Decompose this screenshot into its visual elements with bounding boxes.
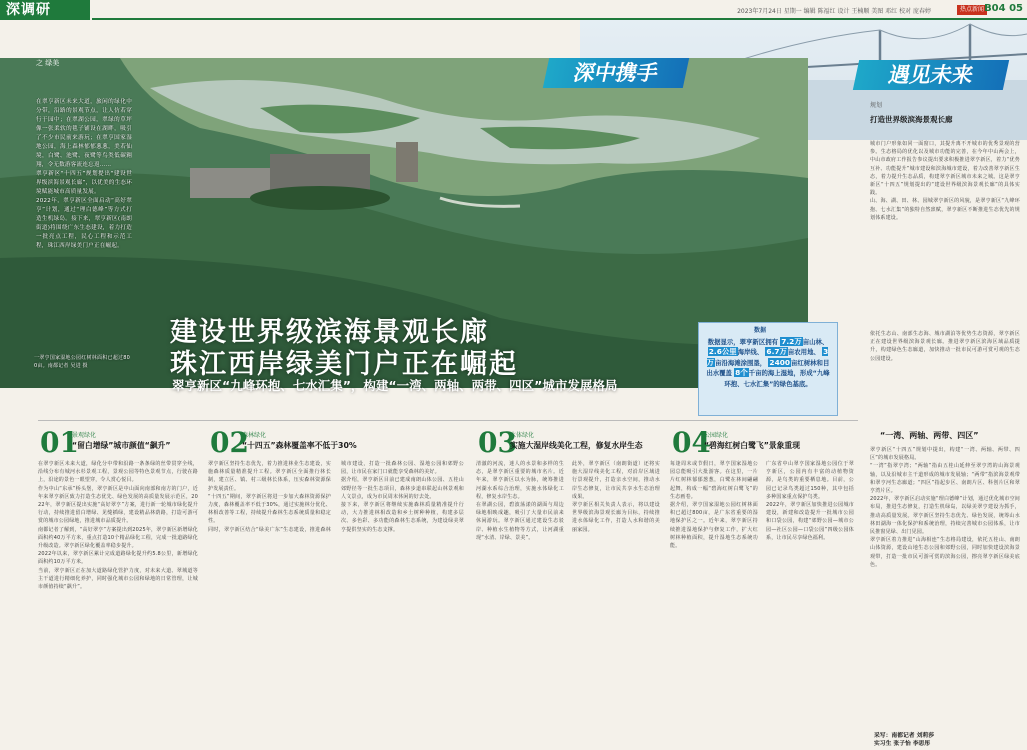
slogan-right: 遇见未来 — [853, 60, 1009, 90]
layout-section-text: 翠亨新区“十四五”规划中提出，构建“一湾、两轴、两带、四区”的城市发展格局。 “一湾”指翠亨湾；“两轴”指由五桂山延伸至翠亨湾的山海景观轴，以及沿城市主干道形成的城市发展轴；“两带”指滨海景观带和翠亨河生态廊道；“四区”指起步区、南朗片区、科创片区和翠亨湾片区。 2022年，翠亨新区启动实施“理白德峰”计划，通过优化城市空间布局，推进生态修复，打造生机绿岛，以绿美翠亨建设为抓手，推动高质量发展。翠亨新区坚持生态优先、绿色发展，统筹山水林田湖海一体化保护和系统治理，持续完善城市公园体系，让市民推窗见绿、出门见园。 翠亨新区着力推进“山海相连”生态格局建设，依托五桂山、南朗山体资源，建设山地生态公园和郊野公园，同时加快建设滨海景观带，打造一批市民可游可赏的滨海公园，擦亮翠亨新区绿美底色。 — [870, 447, 1020, 568]
headline-subtitle: 翠亨新区“九峰环抱、七水汇集”，构建“一湾、两轴、两带、四区”城市发展格局 — [172, 378, 618, 393]
data-value-mangrove: 2400 — [769, 357, 790, 367]
plan-text: 城市门户形象如同一面窗口，其提升离不开城市的优秀景观的营参。生态格局的优化以及城市功能的完善，在今年中山两会上，中山市政府工作报告参议提出要求积极推进翠亨新区，着力“优势互补、功能提升”城市建设和滨海城市建设，着力改善翠亨新区生态，着力提升生态品质，构建翠亨新区城市未来之城。这是翠亨新区“十四五”规划提出的“建设世界级滨海景观长廊”的具体实践。 山、海、湖、田、林、园城翠亨新区的风貌，是翠亨新区“九峰环抱、七水汇集”的独特自然禀赋，翠亨新区不断推进生态优先的规划体系建设。 — [870, 141, 1020, 221]
data-unit: 亩沿海滩涂围垦， — [715, 358, 767, 367]
layout-section-title: “一湾、两轴、两带、四区” — [880, 431, 979, 440]
date-line: 2023年7月24日 星期一 编辑 陈福红 设计 王楠顺 美图 邓红 校对 庞春婷 — [737, 8, 931, 15]
plan-label: 规划 — [870, 102, 883, 109]
section-number: 04 — [672, 426, 711, 459]
intro-text: 在翠亨新区未来大道，旅闲的绿化中分带，沿路的景观节点，让人仿若穿行于园中；在翠湖公园，翠绿的草坪像一张柔软的毯子铺设在湖畔，吸引了不少市民前来游玩；在翠亨国家湿地公园，海上森林郁郁葱葱，美若仙境，白鹭、池鹭、夜鹭等鸟类低碳翱翔，令无数游客流连忘返…… 翠亨新区“十四五”规划提出“建设世界级滨海景观长廊”，以优美的生态环境赋能城市高质量发展。 2022年，翠亨新区全面启动“高好翠亨”计划，通过“理白德峰”等方式打造生机绿岛。接下来，翠亨新区(南朗街道)将围绕广东生态建设，着力打造一批亮点工程，民心工程和示范工程，珠江西岸绿美门户正在崛起。 — [36, 99, 132, 249]
page-number: B04 05 — [984, 3, 1023, 14]
plan-text-continued: 依托生态山、南部生态海、城市湖泊等优势生态资源，翠亨新区正在建设世界级滨海景观长廊。推进翠亨新区滨海区域品质提升，构建绿色生态廊道，加快推动一批市民可游可赏可观的生态公园建设。 — [870, 331, 1020, 362]
data-value-wetland: 8个 — [735, 368, 748, 378]
section-title: “十四五”森林覆盖率不低于30% — [242, 441, 357, 450]
section-number: 03 — [478, 426, 517, 459]
section-body: 在翠亨新区未来大道，绿化分中带和沿路一条条绿的丝带贯穿全线，沿线分布有城河水杉景观工程，景观公园等特色景观节点，行驶在路上，沿途的景色一眼望穿，令人赏心悦目。 作为中山“东承”桥头堡，翠亨新区是中山面向南部和南方的门户，近年来翠亨新区致力打造生态优先、绿色发展的高质量发展示范区，2022年，翠亨新区提出实施“高好翠亨”方案，进行新一轮城市绿化提升行动，持续推进留白增绿、见缝插绿，建设精品林荫路，打造可游可赏的城市公园绿地，推进城市品质提升。 南都记者了解到，“高好翠亨”方案提出到2025年，翠亨新区新增绿化面积约40万平方米，重点打造10个精品绿化工程，完成一批道路绿化升级改造。翠亨新区绿化覆盖率稳步提升。 2022年以来，翠亨新区累计完成道路绿化提升约5.8公里，新增绿化面积约10万平方米。 当前，翠亨新区正在加大道路绿化管护力度，对未来大道、翠城道等主干道进行精细化养护，同时强化城市公园和绿地的日常管理，让城市颜值持续“飙升”。 — [38, 461, 198, 591]
red-tag: 热点新闻 — [957, 5, 987, 15]
section-body: 清澈的河流，迷人的水景和多样的生态，是翠亨新区重要的城市名片。近年来，翠亨新区以水为脉，统筹推进河湖水系综合治理，实施水体绿化工程，修复水岸生态。 在翠湖公园，碧波荡漾的湖面与周边绿地相映成趣，吸引了大量市民前来休闲游玩。翠亨新区通过建设生态驳岸、种植水生植物等方式，让河湖重现“水清、岸绿、景美”。 此外，翠亨新区（南朗街道）还将实施大湿岸线美化工程，对沿岸区域进行景观提升，打造亲水空间，推动水岸生态修复，让市民共享水生态治理成果。 翠亨新区相关负责人表示，将以建设世界级滨海景观长廊为目标，持续推进水体绿化工作，打造人水和谐的美丽家园。 — [476, 461, 660, 541]
headline-line1: 建设世界级滨海景观长廊 — [170, 317, 489, 348]
headline-line2: 珠江西岸绿美门户正在崛起 — [170, 349, 518, 380]
section-body: 每逢周末或节假日，翠亨国家湿地公园总能吸引大批游客。在这里，一片片红树林郁郁葱葱，白鹭在林间翩翩起舞，构成一幅“碧海红树白鹭飞”的生态画卷。 据介绍，翠亨国家湿地公园红树林面积已超过800亩，是广东省重要的湿地保护区之一。近年来，翠亨新区持续推进湿地保护与修复工作，扩大红树林种植面积，提升湿地生态系统功能。 广东省中山翠亨国家湿地公园位于翠亨新区，公园内有丰富的动植物资源，是鸟类的重要栖息地。目前，公园已记录鸟类超过150种，其中包括多种国家重点保护鸟类。 2022年，翠亨新区加快推进公园城市建设，新建和改造提升一批城市公园和口袋公园，构建“郊野公园—城市公园—社区公园—口袋公园”四级公园体系，让市民尽享绿色福利。 — [670, 461, 854, 550]
section-number: 01 — [40, 426, 79, 459]
section-divider — [38, 420, 858, 421]
data-unit: 千亩的海上湿地，形成“九峰环抱、七水汇集”的绿色基底。 — [724, 369, 830, 388]
section-title: “留白增绿”城市颜值“飙升” — [72, 441, 171, 450]
photo-caption: 一翠亨国家湿地公园红树林面积已超过800亩。南都记者 吴进 摄 — [34, 355, 130, 370]
data-unit: 亩山林、 — [802, 338, 829, 346]
data-unit: 亩红树林和目出水覆盖 — [706, 358, 830, 378]
section-tag: 之 绿美 — [36, 59, 60, 67]
brand-banner: 深调研 — [0, 0, 90, 20]
slogan-left: 深中携手 — [543, 58, 689, 88]
data-value-coast: 2.6公里 — [708, 347, 737, 357]
data-value-farmland: 6.7万 — [766, 347, 787, 357]
data-value-tidal: 3万 — [706, 347, 829, 367]
credits — [874, 732, 934, 748]
data-unit: 亩农用地、 — [787, 348, 820, 357]
section-title: 实施大湿岸线美化工程，修复水岸生态 — [510, 441, 643, 450]
data-intro: 数据显示，翠亨新区拥有 — [707, 338, 778, 346]
credit-writer: 采写：南都记者 刘莉莎 — [874, 733, 934, 739]
section-body: 翠亨新区坚持生态优先，着力推进林业生态建设，实施森林质量精准提升工程。翠亨新区全面推行林长制，建立区、镇、村三级林长体系，压实森林资源保护发展责任。 “十四五”期间，翠亨新区将进一步加大森林资源保护力度，森林覆盖率不低于30%，通过实施林分优化、林相改善等工程，持续提升森林生态系统质量和稳定性。 同时，翠亨新区结合“绿美广东”生态建设，推进森林城市建设，打造一批森林公园、湿地公园和郊野公园，让市民在家门口就能享受森林的美好。 据介绍，翠亨新区目前已建成南朗山体公园、五桂山郊野径等一批生态项目，森林步道串联起山林景观和人文景点，成为市民周末休闲的好去处。 接下来，翠亨新区将继续实施森林质量精准提升行动，大力推进林相改造和乡土树种种植，构建多层次、多色彩、多功能的森林生态系统，为建设绿美翠亨提供坚实的生态支撑。 — [208, 461, 464, 533]
section-title: “碧海红树白鹭飞”景象重现 — [704, 441, 801, 450]
section-label: 景观绿化 — [72, 432, 97, 439]
credit-interns: 实习生 张子怡 李思彤 — [874, 741, 931, 747]
section-number: 02 — [210, 426, 249, 459]
section-label: 公园绿化 — [704, 432, 729, 439]
section-label: 水体绿化 — [510, 432, 535, 439]
data-box-label: 数据 — [754, 327, 767, 334]
data-value-mountain: 7.2万 — [781, 337, 802, 346]
data-box — [698, 322, 838, 416]
plan-title: 打造世界级滨海景观长廊 — [870, 115, 953, 124]
data-unit: 海岸线、 — [737, 348, 764, 357]
section-label: 森林绿化 — [242, 432, 267, 439]
